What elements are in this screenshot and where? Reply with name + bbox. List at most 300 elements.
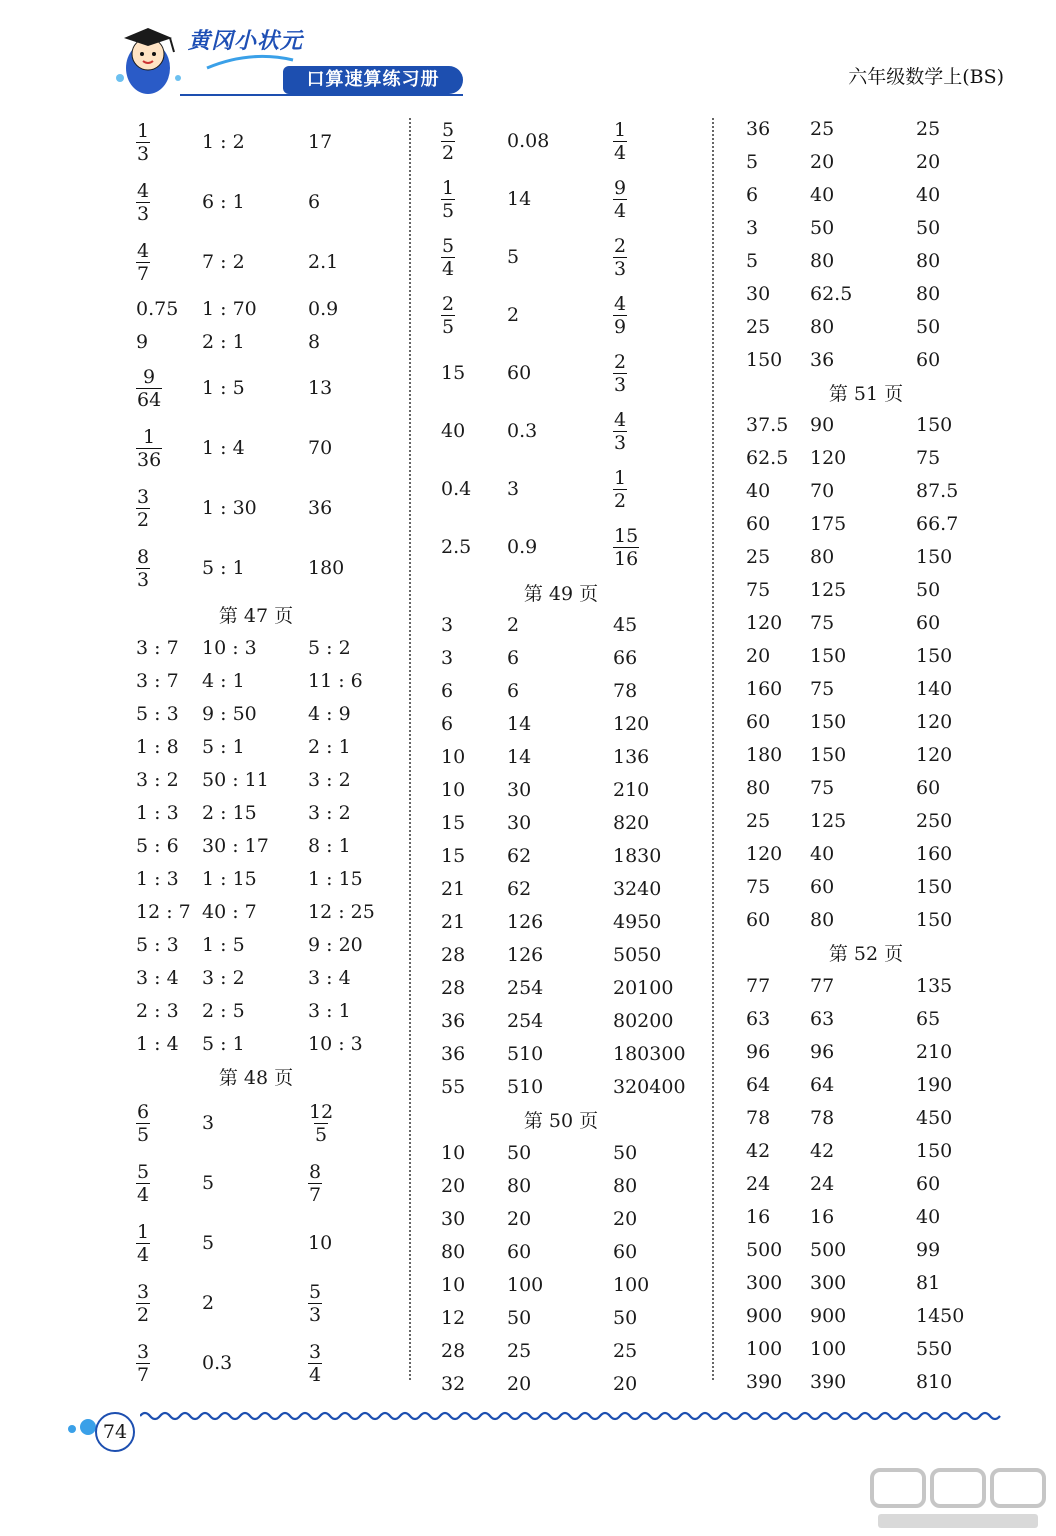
answer-cell: 180 xyxy=(746,743,783,766)
answer-cell: 21 xyxy=(441,877,466,900)
answer-cell: 125 xyxy=(810,578,847,601)
fraction xyxy=(136,1283,150,1325)
denominator: 4 xyxy=(614,200,627,222)
answer-cell: 135 xyxy=(916,974,953,997)
answer-cell xyxy=(136,1281,202,1325)
numerator: 3 xyxy=(137,1341,150,1363)
answer-row xyxy=(136,478,413,538)
answer-cell xyxy=(613,235,718,279)
answer-cell: 5 xyxy=(202,1232,215,1254)
answer-cell: 120 xyxy=(746,611,783,634)
answer-cell: 90 xyxy=(810,413,835,436)
answer-cell: 70 xyxy=(810,479,835,502)
numerator: 1 xyxy=(614,119,627,141)
answer-cell: 1 : 4 xyxy=(202,437,245,459)
numerator: 1 xyxy=(137,120,150,142)
denominator: 3 xyxy=(137,143,150,165)
answer-row xyxy=(746,1332,1021,1365)
answer-row xyxy=(136,697,413,730)
answer-cell: 2 : 1 xyxy=(202,330,245,353)
answer-cell: 2 xyxy=(202,1292,215,1314)
numerator: 1 xyxy=(614,467,627,489)
answer-cell: 900 xyxy=(746,1304,783,1327)
answer-cell: 66 xyxy=(613,646,638,669)
answer-cell: 150 xyxy=(916,875,953,898)
numerator: 2 xyxy=(614,351,627,373)
answer-row xyxy=(746,606,1021,639)
page-section-title: 第 49 页 xyxy=(523,582,599,605)
answer-cell xyxy=(441,235,507,279)
answer-row xyxy=(136,538,413,598)
answer-cell: 4950 xyxy=(613,910,662,933)
answer-row xyxy=(136,1153,413,1213)
answer-cell: 120 xyxy=(916,743,953,766)
denominator: 36 xyxy=(137,449,162,471)
answer-cell: 4 : 1 xyxy=(202,669,245,692)
answer-cell: 36 xyxy=(810,348,835,371)
answer-cell: 37.5 xyxy=(746,413,789,436)
answer-cell: 3 xyxy=(507,478,520,500)
answer-cell: 50 : 11 xyxy=(202,768,269,791)
answer-cell: 250 xyxy=(916,809,953,832)
answer-cell: 180 xyxy=(308,557,345,579)
answer-cell: 5050 xyxy=(613,943,662,966)
answer-cell: 40 xyxy=(746,479,771,502)
answer-row xyxy=(136,961,413,994)
answer-cell: 5 xyxy=(746,150,759,173)
answer-cell: 2.1 xyxy=(308,251,339,273)
answer-cell: 2.5 xyxy=(441,536,472,558)
denominator: 7 xyxy=(137,1364,150,1386)
answer-cell: 2 : 3 xyxy=(136,999,179,1022)
footer-dot xyxy=(68,1425,76,1433)
fraction xyxy=(136,1223,150,1265)
denominator: 7 xyxy=(309,1184,322,1206)
answer-cell: 42 xyxy=(746,1139,771,1162)
answer-cell: 30 xyxy=(507,778,532,801)
footer-dot xyxy=(80,1419,96,1435)
answer-row xyxy=(136,418,413,478)
answer-cell: 15 xyxy=(441,811,466,834)
answer-row xyxy=(746,244,1021,277)
numerator: 3 xyxy=(309,1341,322,1363)
answer-row xyxy=(746,771,1021,804)
answer-row xyxy=(746,639,1021,672)
answer-cell: 62.5 xyxy=(746,446,789,469)
answer-cell: 60 xyxy=(916,776,941,799)
answer-cell: 25 xyxy=(507,1339,532,1362)
answer-cell: 12 xyxy=(441,1306,466,1329)
fraction xyxy=(136,428,162,470)
answer-cell: 0.08 xyxy=(507,130,550,152)
denominator: 3 xyxy=(137,569,150,591)
answer-cell: 80 xyxy=(507,1174,532,1197)
answer-cell: 5 : 1 xyxy=(202,1032,245,1055)
fraction xyxy=(613,353,627,395)
denominator: 3 xyxy=(137,203,150,225)
brand-title: 黄冈小状元 xyxy=(188,29,304,54)
answer-cell xyxy=(308,1161,413,1205)
answer-cell: 1 : 5 xyxy=(202,377,245,399)
answer-cell: 2 : 1 xyxy=(308,735,351,758)
answer-cell: 77 xyxy=(810,974,835,997)
answer-cell: 78 xyxy=(746,1106,771,1129)
answer-row xyxy=(441,740,718,773)
answer-cell: 30 xyxy=(507,811,532,834)
answer-cell: 150 xyxy=(810,644,847,667)
answer-cell: 25 xyxy=(613,1339,638,1362)
fraction xyxy=(136,1163,150,1205)
answer-row xyxy=(441,608,718,641)
answer-cell: 3 : 2 xyxy=(136,768,179,791)
answer-cell: 390 xyxy=(746,1370,783,1393)
section-heading xyxy=(136,598,413,631)
denominator: 4 xyxy=(442,258,455,280)
answer-cell: 3 : 1 xyxy=(308,999,351,1022)
numerator: 8 xyxy=(309,1161,322,1183)
section-heading xyxy=(441,576,718,608)
answer-cell: 1 : 3 xyxy=(136,867,179,890)
answer-cell xyxy=(441,119,507,163)
answer-row xyxy=(136,994,413,1027)
answer-cell: 62 xyxy=(507,877,532,900)
answer-cell: 17 xyxy=(308,131,333,153)
denominator: 3 xyxy=(614,258,627,280)
answer-cell: 30 : 17 xyxy=(202,834,269,857)
answer-row xyxy=(746,408,1021,441)
answer-cell: 14 xyxy=(507,188,532,210)
answer-cell: 3 xyxy=(441,646,454,669)
answer-row xyxy=(746,1167,1021,1200)
answer-cell: 80 xyxy=(613,1174,638,1197)
answer-cell: 1830 xyxy=(613,844,662,867)
answer-column-1 xyxy=(136,112,413,1393)
answer-row xyxy=(441,402,718,460)
answer-row xyxy=(441,228,718,286)
answer-cell: 500 xyxy=(810,1238,847,1261)
answer-cell: 10 : 3 xyxy=(202,636,257,659)
answer-cell: 40 xyxy=(441,420,466,442)
denominator: 4 xyxy=(137,1184,150,1206)
answer-cell xyxy=(136,240,202,284)
fraction xyxy=(308,1283,322,1325)
answer-cell: 3 xyxy=(746,216,759,239)
answer-cell: 126 xyxy=(507,943,544,966)
answer-cell: 550 xyxy=(916,1337,953,1360)
answer-cell xyxy=(613,409,718,453)
answer-cell: 3 : 2 xyxy=(202,966,245,989)
header-rule xyxy=(180,94,463,96)
answer-cell: 12 : 25 xyxy=(308,900,375,923)
page-section-title: 第 47 页 xyxy=(218,605,294,627)
answer-cell: 75 xyxy=(810,611,835,634)
answer-cell: 55 xyxy=(441,1075,466,1098)
numerator: 15 xyxy=(614,525,639,547)
numerator: 1 xyxy=(143,426,156,448)
book-banner: 口算速算练习册 xyxy=(283,66,463,94)
answer-cell: 180300 xyxy=(613,1042,686,1065)
answer-cell: 9 : 20 xyxy=(308,933,363,956)
answer-cell: 0.9 xyxy=(308,297,339,320)
fraction xyxy=(441,295,455,337)
answer-cell: 14 xyxy=(507,745,532,768)
fraction xyxy=(136,1343,150,1385)
answer-row xyxy=(441,286,718,344)
answer-cell: 14 xyxy=(507,712,532,735)
answer-row xyxy=(441,1070,718,1103)
answer-cell: 75 xyxy=(810,776,835,799)
numerator: 12 xyxy=(309,1101,334,1123)
answer-row xyxy=(746,112,1021,145)
answer-cell: 0.4 xyxy=(441,478,472,500)
answer-cell: 126 xyxy=(507,910,544,933)
answer-row xyxy=(136,730,413,763)
fraction xyxy=(613,411,627,453)
answer-row xyxy=(136,292,413,325)
answer-row xyxy=(441,905,718,938)
answer-cell: 25 xyxy=(810,117,835,140)
answer-cell: 60 xyxy=(916,611,941,634)
answer-row xyxy=(746,1299,1021,1332)
answer-cell: 3 : 7 xyxy=(136,669,179,692)
answer-row xyxy=(746,1233,1021,1266)
numerator: 3 xyxy=(137,486,150,508)
answer-cell: 36 xyxy=(441,1009,466,1032)
answer-cell: 20 xyxy=(441,1174,466,1197)
answer-row xyxy=(136,895,413,928)
numerator: 4 xyxy=(137,240,150,262)
answer-cell: 25 xyxy=(746,315,771,338)
answer-row xyxy=(746,1266,1021,1299)
answer-cell: 150 xyxy=(916,1139,953,1162)
answer-cell: 0.75 xyxy=(136,297,179,320)
answer-cell: 1 : 30 xyxy=(202,497,257,519)
numerator: 5 xyxy=(442,235,455,257)
answer-cell xyxy=(308,1281,413,1325)
answer-cell: 16 xyxy=(810,1205,835,1228)
answer-row xyxy=(746,804,1021,837)
fraction xyxy=(441,237,455,279)
answer-cell xyxy=(136,120,202,164)
answer-row xyxy=(441,344,718,402)
answer-cell: 40 xyxy=(810,842,835,865)
answer-cell: 75 xyxy=(746,578,771,601)
answer-row xyxy=(136,763,413,796)
fraction xyxy=(136,488,150,530)
answer-cell: 100 xyxy=(613,1273,650,1296)
answer-cell: 15 xyxy=(441,362,466,384)
answer-row xyxy=(441,641,718,674)
numerator: 1 xyxy=(137,1221,150,1243)
fraction xyxy=(613,121,627,163)
answer-row xyxy=(746,573,1021,606)
numerator: 9 xyxy=(143,366,156,388)
answer-cell: 120 xyxy=(613,712,650,735)
answer-row xyxy=(746,837,1021,870)
answer-cell: 150 xyxy=(810,743,847,766)
answer-row xyxy=(136,172,413,232)
answer-cell: 65 xyxy=(916,1007,941,1030)
answer-row xyxy=(746,343,1021,376)
answer-row xyxy=(136,358,413,418)
answer-row xyxy=(441,1301,718,1334)
answer-cell: 20100 xyxy=(613,976,674,999)
answer-row xyxy=(136,862,413,895)
answer-cell: 125 xyxy=(810,809,847,832)
denominator: 64 xyxy=(137,389,162,411)
watermark-logo-icon xyxy=(868,1466,1048,1532)
numerator: 2 xyxy=(442,293,455,315)
answer-cell: 150 xyxy=(916,644,953,667)
answer-row xyxy=(136,232,413,292)
answer-cell: 5 : 3 xyxy=(136,933,179,956)
answer-cell: 75 xyxy=(810,677,835,700)
answer-cell: 150 xyxy=(916,908,953,931)
answer-cell: 60 xyxy=(613,1240,638,1263)
answer-cell: 0.3 xyxy=(202,1352,233,1374)
answer-cell: 50 xyxy=(613,1141,638,1164)
answer-cell: 0.9 xyxy=(507,536,538,558)
answer-cell: 36 xyxy=(746,117,771,140)
answer-cell: 40 xyxy=(916,183,941,206)
numerator: 4 xyxy=(137,180,150,202)
answer-row xyxy=(441,872,718,905)
answer-cell: 510 xyxy=(507,1042,544,1065)
fraction xyxy=(613,527,639,569)
answer-cell: 50 xyxy=(810,216,835,239)
answer-cell: 1 : 5 xyxy=(202,933,245,956)
denominator: 5 xyxy=(137,1124,150,1146)
answer-row xyxy=(746,1365,1021,1398)
answer-cell: 10 xyxy=(441,778,466,801)
answer-cell: 120 xyxy=(746,842,783,865)
page-header xyxy=(0,0,1056,110)
answer-cell: 20 xyxy=(613,1207,638,1230)
answer-cell: 20 xyxy=(507,1372,532,1395)
answer-cell: 25 xyxy=(916,117,941,140)
answer-cell: 1 : 2 xyxy=(202,131,245,153)
answer-row xyxy=(746,507,1021,540)
answer-cell: 28 xyxy=(441,976,466,999)
answer-row xyxy=(136,1213,413,1273)
answer-cell: 77 xyxy=(746,974,771,997)
answer-row xyxy=(441,1202,718,1235)
answer-row xyxy=(441,1334,718,1367)
answer-row xyxy=(136,928,413,961)
answer-cell: 8 : 1 xyxy=(308,834,351,857)
answer-cell: 3 : 2 xyxy=(308,768,351,791)
answer-cell: 32 xyxy=(441,1372,466,1395)
answer-cell: 300 xyxy=(746,1271,783,1294)
denominator: 16 xyxy=(614,548,639,570)
answer-cell: 160 xyxy=(916,842,953,865)
answer-cell: 13 xyxy=(308,377,333,399)
answer-cell: 510 xyxy=(507,1075,544,1098)
answer-cell xyxy=(136,1101,202,1145)
fraction xyxy=(136,1103,150,1145)
answer-row xyxy=(441,938,718,971)
answer-row xyxy=(746,870,1021,903)
numerator: 6 xyxy=(137,1101,150,1123)
answer-cell: 80 xyxy=(810,249,835,272)
answer-cell: 45 xyxy=(613,613,638,636)
denominator: 2 xyxy=(137,1304,150,1326)
answer-row xyxy=(441,518,718,576)
answer-row xyxy=(746,1068,1021,1101)
answer-cell xyxy=(613,467,718,511)
denominator: 3 xyxy=(614,432,627,454)
answer-cell xyxy=(136,1341,202,1385)
answer-cell: 3 xyxy=(441,613,454,636)
answer-cell: 42 xyxy=(810,1139,835,1162)
numerator: 5 xyxy=(442,119,455,141)
fraction xyxy=(136,242,150,284)
answer-row xyxy=(441,112,718,170)
answer-cell: 80 xyxy=(441,1240,466,1263)
answer-cell: 11 : 6 xyxy=(308,669,363,692)
answer-cell: 99 xyxy=(916,1238,941,1261)
numerator: 5 xyxy=(137,1161,150,1183)
answer-row xyxy=(746,540,1021,573)
section-heading xyxy=(746,376,1021,408)
answer-row xyxy=(746,903,1021,936)
section-heading xyxy=(136,1060,413,1093)
answer-cell: 25 xyxy=(746,809,771,832)
answer-cell: 36 xyxy=(441,1042,466,1065)
answer-row xyxy=(746,211,1021,244)
answer-cell: 20 xyxy=(507,1207,532,1230)
denominator: 5 xyxy=(315,1124,328,1146)
answer-cell: 1 : 3 xyxy=(136,801,179,824)
answer-row xyxy=(441,1136,718,1169)
answer-cell: 100 xyxy=(810,1337,847,1360)
answer-cell: 5 xyxy=(746,249,759,272)
answer-row xyxy=(136,1027,413,1060)
denominator: 4 xyxy=(614,142,627,164)
answer-cell: 50 xyxy=(507,1306,532,1329)
answer-cell: 12 : 7 xyxy=(136,900,191,923)
answer-cell: 60 xyxy=(746,710,771,733)
answer-cell: 10 xyxy=(441,1273,466,1296)
answer-cell: 150 xyxy=(916,545,953,568)
answer-cell: 820 xyxy=(613,811,650,834)
answer-cell: 390 xyxy=(810,1370,847,1393)
denominator: 4 xyxy=(137,1244,150,1266)
answer-cell: 20 xyxy=(613,1372,638,1395)
answer-cell: 10 xyxy=(441,745,466,768)
answer-cell: 5 xyxy=(202,1172,215,1194)
answer-cell: 75 xyxy=(746,875,771,898)
answer-row xyxy=(136,112,413,172)
answer-cell: 5 : 1 xyxy=(202,735,245,758)
answer-cell: 5 : 1 xyxy=(202,557,245,579)
numerator: 9 xyxy=(614,177,627,199)
answer-row xyxy=(746,1101,1021,1134)
answer-cell xyxy=(136,1161,202,1205)
answer-cell: 2 xyxy=(507,613,520,636)
answer-cell: 210 xyxy=(916,1040,953,1063)
answer-cell xyxy=(136,366,202,410)
answer-row xyxy=(441,1367,718,1400)
answer-row xyxy=(136,1273,413,1333)
section-heading xyxy=(746,936,1021,969)
answer-cell: 30 xyxy=(441,1207,466,1230)
answer-cell: 50 xyxy=(916,578,941,601)
denominator: 9 xyxy=(614,316,627,338)
answer-cell xyxy=(613,525,718,569)
fraction xyxy=(308,1343,322,1385)
answer-column-2 xyxy=(441,112,718,1400)
